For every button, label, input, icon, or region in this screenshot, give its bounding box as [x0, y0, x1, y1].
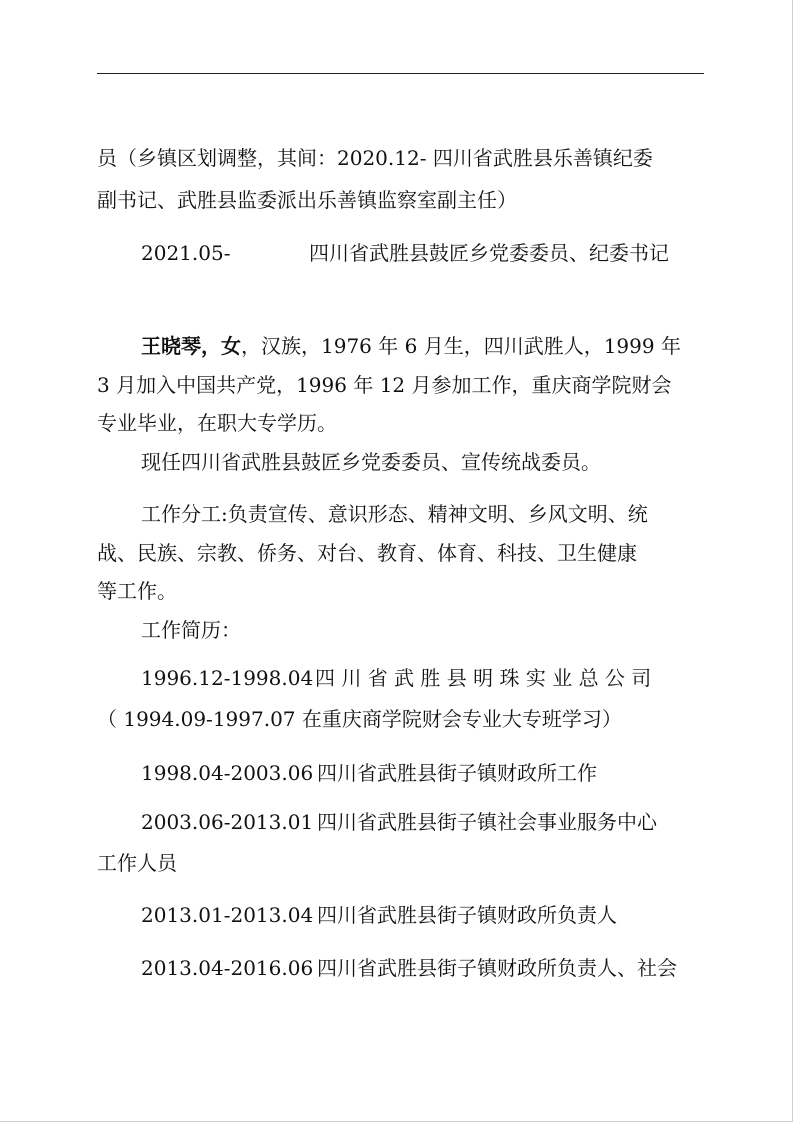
- entry-text: 四 川 省 武 胜 县 明 珠 实 业 总 公 司: [315, 666, 652, 690]
- resume-entry: [141, 955, 793, 981]
- resume-entry: [141, 240, 793, 266]
- text-line: 员（乡镇区划调整，其间：2020.12- 四川省武胜县乐善镇纪委: [97, 146, 653, 170]
- duty-line: 战、民族、宗教、侨务、对台、教育、体育、科技、卫生健康: [97, 541, 637, 565]
- entry-text: 四川省武胜县街子镇财政所工作: [317, 761, 597, 785]
- header-rule: [97, 73, 704, 74]
- position-line: 现任四川省武胜县鼓匠乡党委委员、宣传统战委员。: [141, 450, 601, 474]
- profile-line: 专业毕业，在职大专学历。: [97, 411, 337, 435]
- profile-line: 3 月加入中国共产党，1996 年 12 月参加工作，重庆商学院财会: [97, 373, 672, 397]
- resume-entry-continuation: （ 1994.09-1997.07 在重庆商学院财会专业大专班学习）: [97, 707, 622, 731]
- entry-text: 四川省武胜县街子镇财政所负责人、社会: [317, 956, 677, 980]
- resume-entry: [141, 902, 793, 928]
- entry-date: 2013.01-2013.04: [141, 903, 314, 927]
- resume-entry: [141, 809, 793, 835]
- entry-date: 2021.05-: [141, 241, 231, 265]
- entry-date: 2003.06-2013.01: [141, 810, 314, 834]
- person-name: 王晓琴，女: [141, 334, 241, 358]
- profile-line: [141, 333, 793, 359]
- resume-entry-continuation: 工作人员: [97, 851, 177, 875]
- entry-text: 四川省武胜县街子镇社会事业服务中心: [317, 810, 657, 834]
- entry-date: 1998.04-2003.06: [141, 761, 314, 785]
- duty-line: 等工作。: [97, 579, 177, 603]
- resume-entry: [141, 665, 793, 691]
- profile-text: ，汉族，1976 年 6 月生，四川武胜人，1999 年: [241, 334, 681, 358]
- resume-heading: 工作简历：: [141, 618, 241, 642]
- resume-entry: [141, 760, 793, 786]
- entry-text: 四川省武胜县街子镇财政所负责人: [317, 903, 617, 927]
- entry-text: 四川省武胜县鼓匠乡党委委员、纪委书记: [309, 241, 669, 265]
- text-line: 副书记、武胜县监委派出乐善镇监察室副主任）: [97, 188, 517, 212]
- duty-line: 工作分工:负责宣传、意识形态、精神文明、乡风文明、统: [141, 502, 648, 526]
- entry-date: 1996.12-1998.04: [141, 666, 314, 690]
- entry-date: 2013.04-2016.06: [141, 956, 314, 980]
